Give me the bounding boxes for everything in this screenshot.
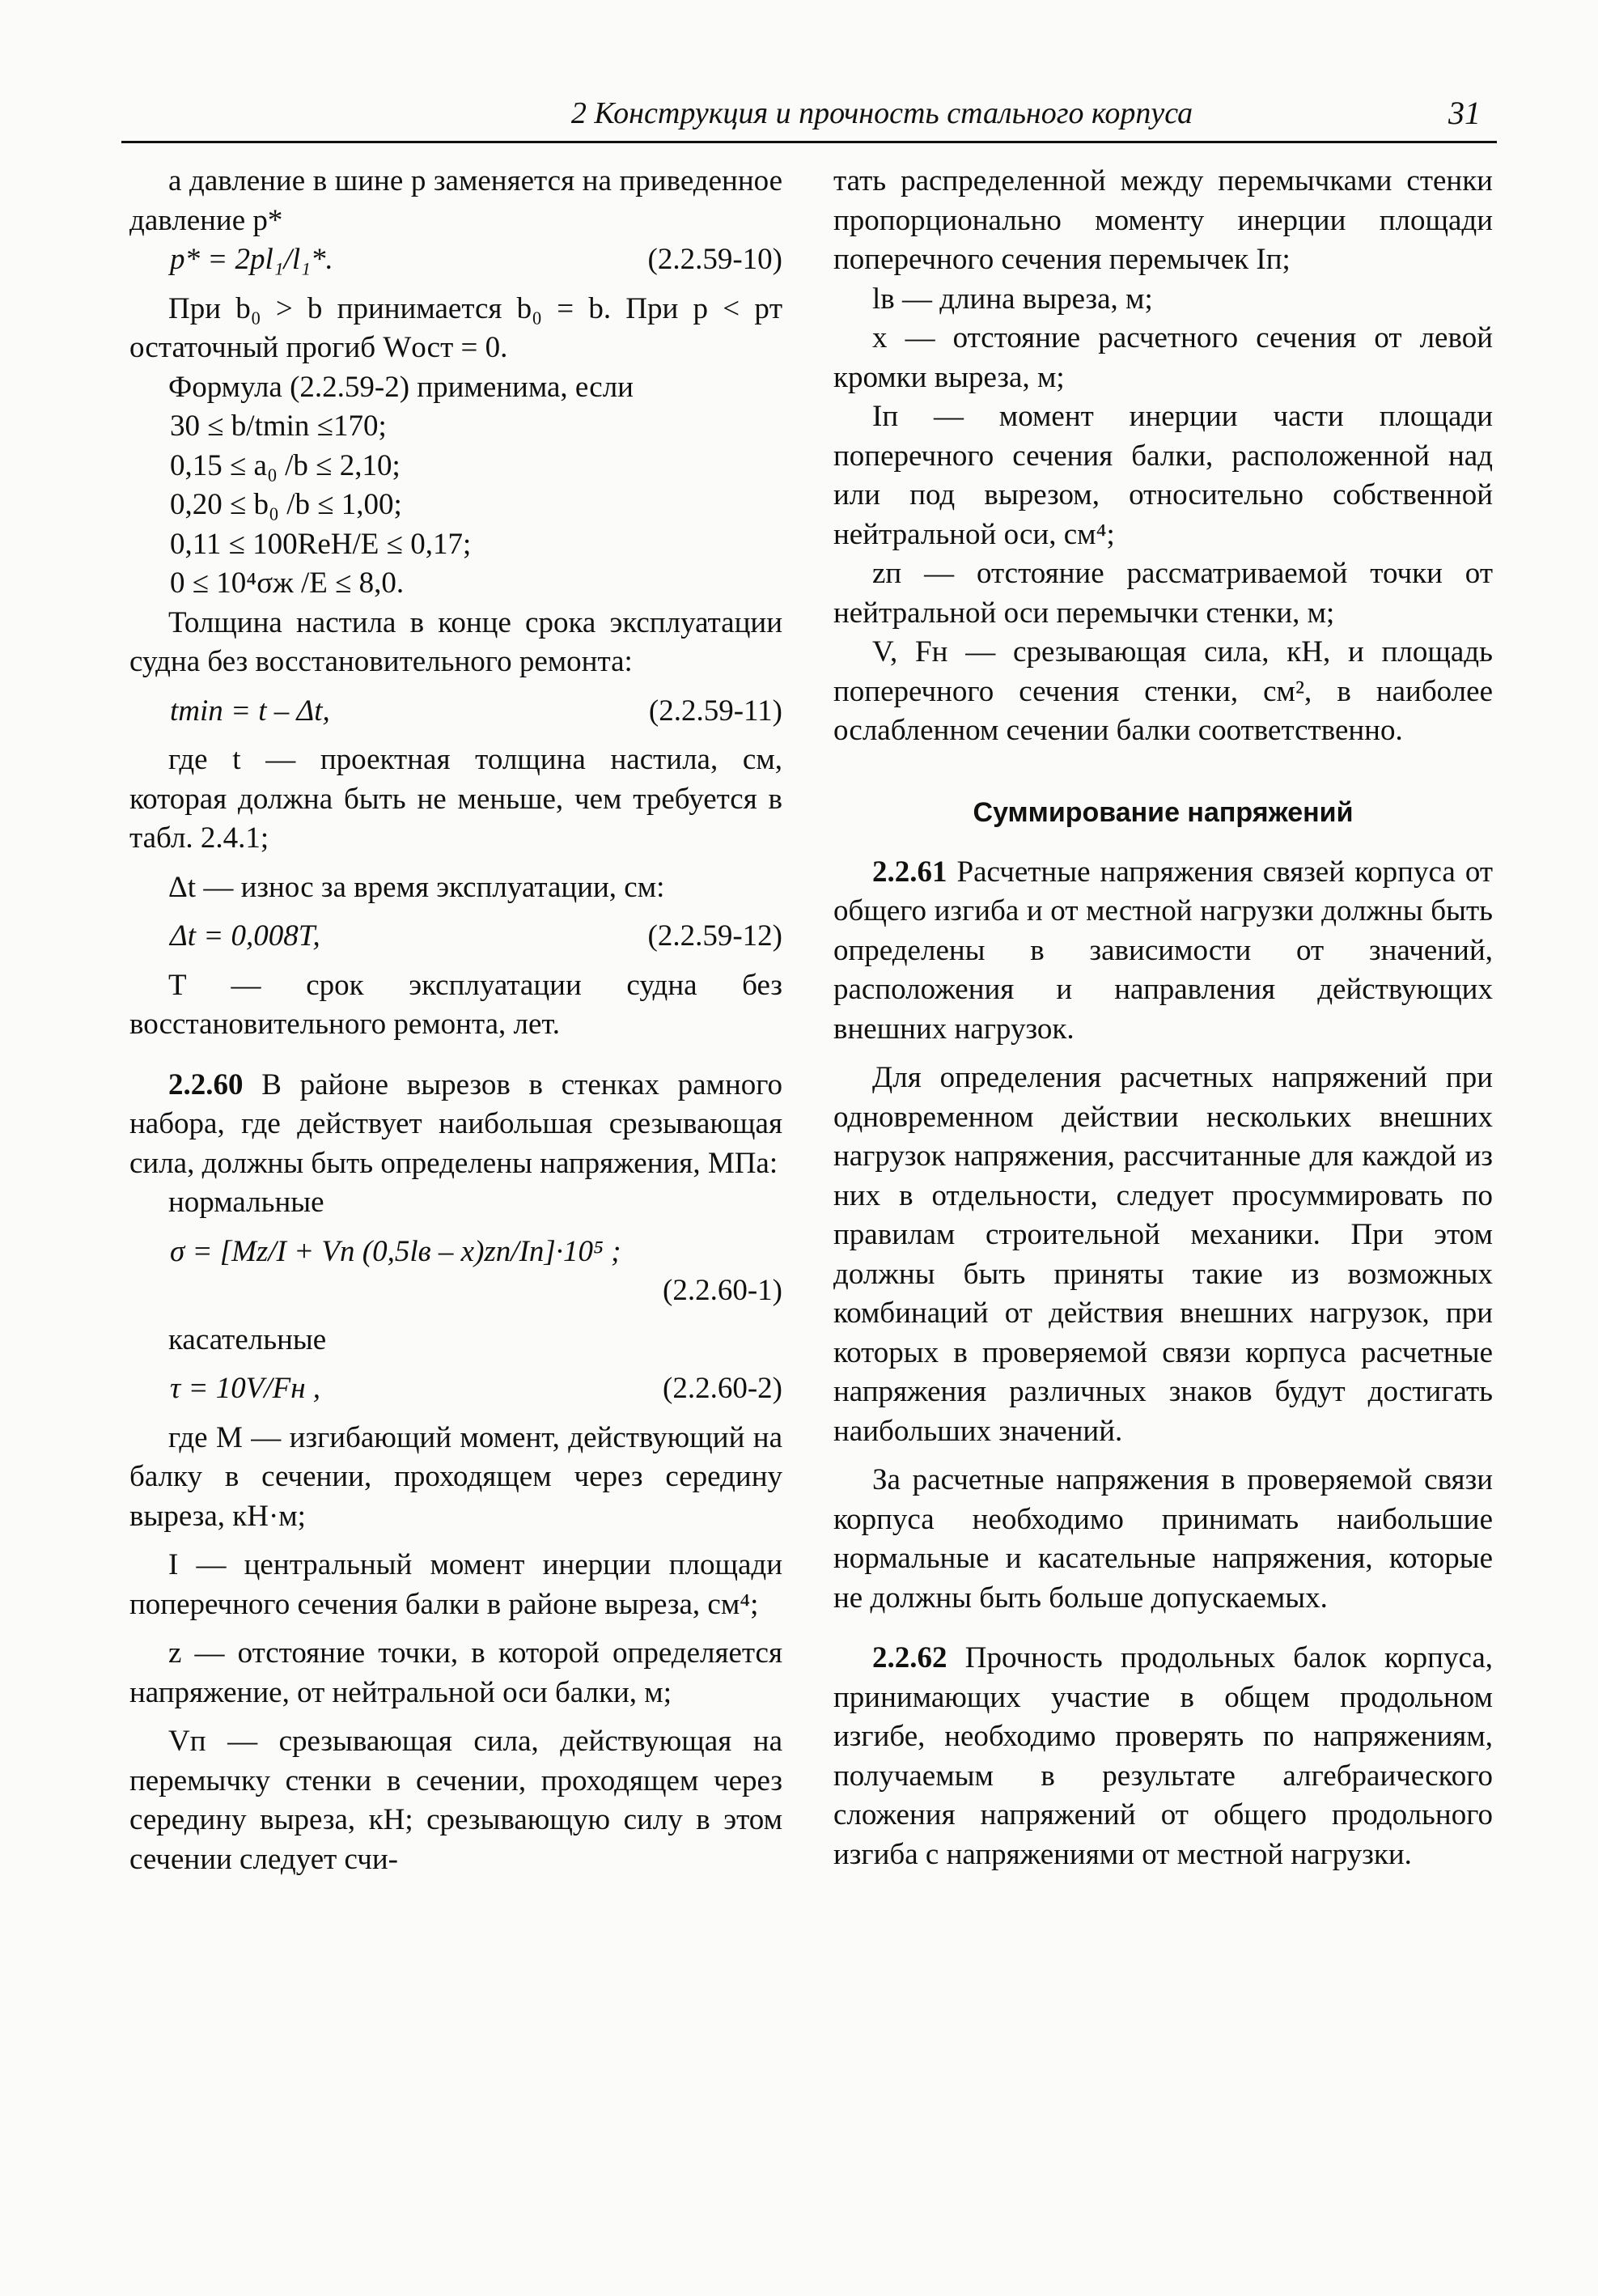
equation-formula: tmin = t – Δt,: [170, 694, 330, 728]
section-number: 2.2.60: [168, 1067, 244, 1101]
definition: x — отстояние расчетного сечения от левой кромки выреза, м;: [833, 321, 1493, 394]
section-text: Прочность продольных балок корпуса, принимающих участие в общем продольном изгибе, необходимо проверять по напряжениям, получаемым в результате алгебраического сложения напряжений от общего продольного изгиба с напряжениями от местной нагрузки.: [833, 1641, 1493, 1871]
equation-number: (2.2.60-2): [663, 1372, 782, 1405]
label-tangential: касательные: [168, 1322, 327, 1356]
paragraph: Для определения расчетных напряжений при одновременном действии нескольких внешних нагрузок напряжения, рассчитанные для каждой из них в отдельности, следует просуммировать по правилам строительной механики. При этом должны быть приняты такие из возможных комбинаций от действия внешних нагрузок, при которых в проверяемой связи корпуса расчетные напряжения различных знаков будут достигать наибольших значений.: [833, 1061, 1493, 1448]
definition: I — центральный момент инерции площади поперечного сечения балки в районе выреза, см⁴;: [129, 1548, 782, 1621]
condition: 0,11 ≤ 100ReH/E ≤ 0,17;: [170, 527, 472, 561]
definition: zп — отстояние рассматриваемой точки от нейтральной оси перемычки стенки, м;: [833, 557, 1493, 630]
page-header: [121, 91, 1497, 143]
paragraph: Формула (2.2.59-2) применима, если: [168, 370, 634, 404]
equation-number: (2.2.59-10): [647, 243, 782, 276]
equation-2-2-59-11: [129, 692, 782, 732]
paragraph: тать распределенной между перемычками стенки пропорционально моменту инерции площади поперечного сечения перемычек Iп;: [833, 164, 1493, 276]
condition: 30 ≤ b/tmin ≤170;: [170, 410, 387, 443]
condition: 0,20 ≤ b₀ /b ≤ 1,00;: [170, 488, 402, 521]
running-title: 2 Конструкция и прочность стального корпуса: [570, 96, 1193, 130]
label-normal: нормальные: [168, 1186, 324, 1219]
equation-2-2-60-1: [129, 1233, 782, 1272]
paragraph: а давление в шине p заменяется на приведенное давление p*: [129, 164, 782, 237]
section-2-2-62: [833, 1639, 1493, 1874]
section-2-2-60: [129, 1066, 782, 1184]
section-number: 2.2.62: [872, 1641, 947, 1674]
paragraph: При b₀ > b принимается b₀ = b. При p < pт остаточный прогиб Wост = 0.: [129, 291, 782, 364]
paragraph: T — срок эксплуатации судна без восстановительного ремонта, лет.: [129, 968, 782, 1041]
equation-number: (2.2.60-1): [663, 1274, 782, 1307]
right-column: [833, 162, 1493, 1874]
section-heading: Суммирование напряжений: [973, 796, 1354, 828]
page-number: 31: [1448, 95, 1481, 131]
equation-2-2-60-2: [129, 1369, 782, 1409]
condition: 0,15 ≤ a₀ /b ≤ 2,10;: [170, 448, 401, 482]
definition: lв — длина выреза, м;: [872, 282, 1153, 316]
definition: где M — изгибающий момент, действующий на балку в сечении, проходящем через середину выреза, кН·м;: [129, 1420, 782, 1533]
equation-2-2-59-10: [129, 240, 782, 280]
section-text: В районе вырезов в стенках рамного набора, где действует наибольшая срезывающая сила, должны быть определены напряжения, МПа:: [129, 1067, 782, 1180]
section-number: 2.2.61: [872, 855, 947, 889]
paragraph: За расчетные напряжения в проверяемой связи корпуса необходимо принимать наибольшие нормальные и касательные напряжения, которые не должны быть больше допускаемых.: [833, 1463, 1493, 1615]
paragraph: где t — проектная толщина настила, см, которая должна быть не меньше, чем требуется в табл. 2.4.1;: [129, 743, 782, 855]
equation-formula: τ = 10V/Fн ,: [170, 1372, 321, 1405]
equation-2-2-59-12: [129, 917, 782, 957]
equation-number: (2.2.59-11): [648, 694, 782, 728]
paragraph: Δt — износ за время эксплуатации, см:: [168, 870, 665, 904]
left-column: [129, 162, 782, 1879]
condition: 0 ≤ 10⁴σж /E ≤ 8,0.: [170, 567, 405, 600]
section-text: Расчетные напряжения связей корпуса от общего изгиба и от местной нагрузки должны быть определены в зависимости от значений, расположения и направления действующих внешних нагрузок.: [833, 855, 1493, 1046]
section-2-2-61: [833, 853, 1493, 1050]
paragraph: Толщина настила в конце срока эксплуатации судна без восстановительного ремонта:: [129, 605, 782, 678]
equation-number: (2.2.59-12): [647, 919, 782, 953]
definition: z — отстояние точки, в которой определяется напряжение, от нейтральной оси балки, м;: [129, 1636, 782, 1709]
equation-formula: Δt = 0,008T,: [170, 919, 320, 953]
equation-formula: p* = 2pl₁/l₁*.: [170, 243, 333, 276]
definition: Vп — срезывающая сила, действующая на перемычку стенки в сечении, проходящем через середину выреза, кН; срезывающую силу в этом сечении следует счи-: [129, 1725, 782, 1876]
equation-formula: σ = [Mz/I + Vп (0,5lв – x)zп/Iп]·10⁵ ;: [170, 1234, 621, 1268]
definition: Iп — момент инерции части площади поперечного сечения балки, расположенной над или под вырезом, относительно собственной нейтральной оси, см⁴;: [833, 400, 1493, 551]
definition: V, Fн — срезывающая сила, кН, и площадь поперечного сечения стенки, см², в наиболее ослабленном сечении балки соответственно.: [833, 635, 1493, 747]
